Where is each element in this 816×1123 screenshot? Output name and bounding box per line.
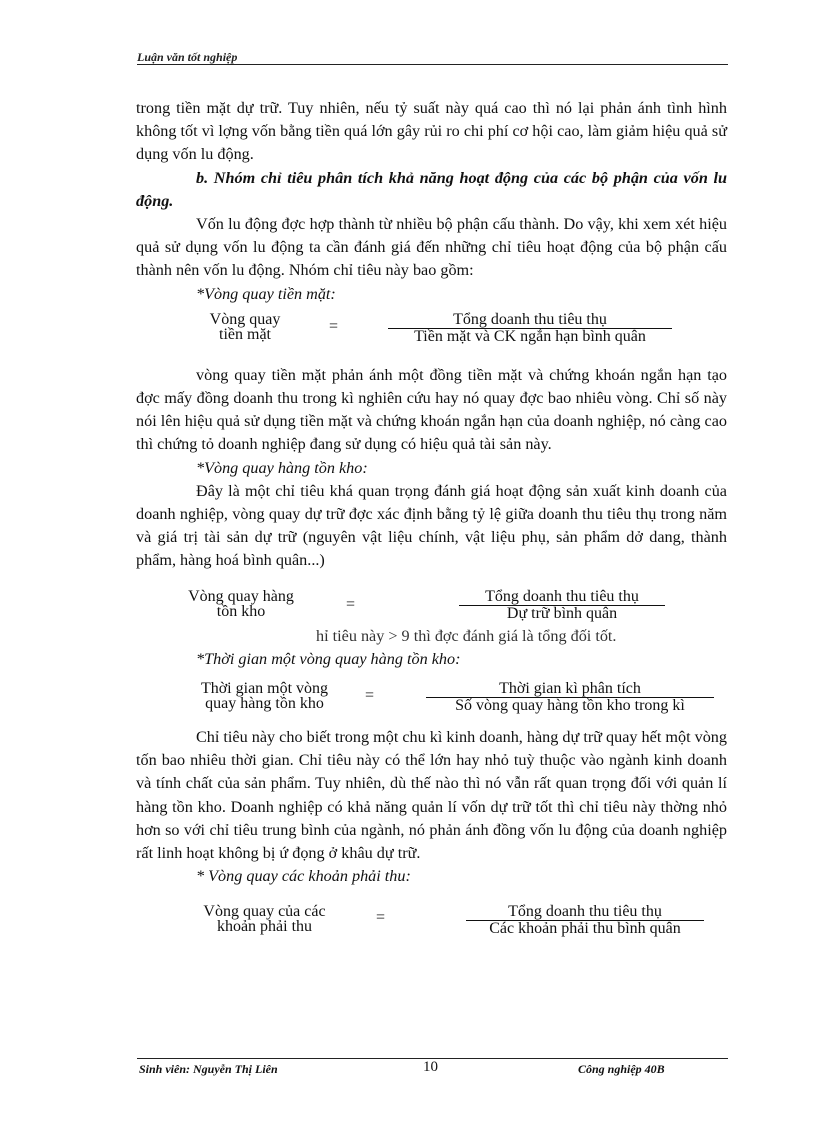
equals-sign: = <box>346 595 356 613</box>
formula-numerator: Tổng doanh thu tiêu thụ <box>466 904 704 921</box>
formula-lhs-line2: khoản phải thu <box>216 918 313 936</box>
formula-inventory-turnover <box>136 573 727 625</box>
subheading: *Vòng quay tiền mặt: <box>196 284 336 303</box>
subheading: *Thời gian một vòng quay hàng tồn kho: <box>196 649 461 668</box>
paragraph: trong tiền mặt dự trữ. Tuy nhiên, nếu tỷ suất này quá cao thì nó lại phản ánh tình hình không tốt vì lợng vốn bằng tiền quá lớn gây rủi ro chi phí cơ hội cao, làm giảm hiệu quả sử dụng vốn lu động. <box>136 99 727 164</box>
formula-inventory-period <box>136 671 727 726</box>
section-heading: b. Nhóm chỉ tiêu phân tích khả năng hoạt động của các bộ phận của vốn lu động. <box>136 168 727 210</box>
formula-lhs-line2: tồn kho <box>216 602 266 620</box>
formula-cash-turnover <box>136 306 727 364</box>
formula-lhs-line1: Vòng quay của các <box>203 903 326 921</box>
header-rule <box>137 64 728 65</box>
paragraph: hỉ tiêu này > 9 thì đợc đánh giá là tổng đối tốt. <box>316 626 617 645</box>
formula-lhs-line2: quay hàng tồn kho <box>205 695 324 713</box>
equals-sign: = <box>376 909 386 927</box>
formula-lhs-line2: tiền mặt <box>219 325 271 343</box>
page-number: 10 <box>423 1059 438 1075</box>
formula-denominator: Tiền mặt và CK ngắn hạn bình quân <box>414 327 646 345</box>
paragraph: vòng quay tiền mặt phản ánh một đồng tiền mặt và chứng khoán ngắn hạn tạo đợc mấy đồng doanh thu trong kì nghiên cứu hay nó quay đợc bao nhiêu vòng. Chỉ số này nói lên hiệu quả sử dụng tiền mặt và chứng khoán ngắn hạn của doanh nghiệp, nó càng cao thì chứng tỏ doanh nghiệp đang sử dụng có hiệu quả tài sản này. <box>136 365 727 454</box>
formula-denominator: Số vòng quay hàng tồn kho trong kì <box>455 697 685 715</box>
equals-sign: = <box>329 317 339 335</box>
body-text <box>136 97 727 948</box>
formula-numerator: Tổng doanh thu tiêu thụ <box>388 312 672 329</box>
equals-sign: = <box>365 687 375 705</box>
formula-numerator: Thời gian kì phân tích <box>426 681 714 698</box>
subheading: * Vòng quay các khoản phải thu: <box>196 867 411 886</box>
paragraph: Chỉ tiêu này cho biết trong một chu kì kinh doanh, hàng dự trữ quay hết một vòng tốn bao nhiêu thời gian. Chỉ tiêu này có thể lớn hay nhỏ tuỳ thuộc vào ngành kinh doanh và tính chất của sản phẩm. Tuy nhiên, dù thế nào thì nó vẫn rất quan trọng đối với quản lí hàng tồn kho. Doanh nghiệp có khả năng quản lí vốn dự trữ tốt thì chỉ tiêu này thờng nhỏ hơn so với chỉ tiêu trung bình của ngành, nó phản ánh đồng vốn lu động của doanh nghiệp rất linh hoạt không bị ứ đọng ở khâu dự trữ. <box>136 728 727 863</box>
formula-receivables-turnover <box>136 888 727 948</box>
paragraph: Đây là một chỉ tiêu khá quan trọng đánh giá hoạt động sản xuất kinh doanh của doanh nghiệp, vòng quay dự trữ đợc xác định bằng tỷ lệ giữa doanh thu tiêu thụ trong năm và giá trị tài sản dự trữ (nguyên vật liệu chính, vật liệu phụ, sản phẩm dở dang, thành phẩm, hàng hoá bình quân...) <box>136 481 727 570</box>
formula-denominator: Các khoản phải thu bình quân <box>489 920 681 938</box>
formula-lhs-line1: Vòng quay <box>209 310 281 328</box>
paragraph: Vốn lu động đợc hợp thành từ nhiều bộ phận cấu thành. Do vậy, khi xem xét hiệu quả sử dụng vốn lu động ta cần đánh giá đến những chỉ tiêu hoạt động của bộ phận cấu thành nên vốn lu động. Nhóm chỉ tiêu này bao gồm: <box>136 215 727 280</box>
formula-lhs-line1: Vòng quay hàng <box>188 587 294 605</box>
formula-denominator: Dự trữ bình quân <box>506 604 618 622</box>
formula-lhs-line1: Thời gian một vòng <box>200 680 329 698</box>
footer-class: Công nghiệp 40B <box>578 1062 665 1076</box>
footer-student-name: Sinh viên: Nguyễn Thị Liên <box>139 1062 278 1076</box>
running-header: Luận văn tốt nghiệp <box>137 50 238 64</box>
formula-numerator: Tổng doanh thu tiêu thụ <box>459 589 665 606</box>
subheading: *Vòng quay hàng tồn kho: <box>196 458 368 477</box>
